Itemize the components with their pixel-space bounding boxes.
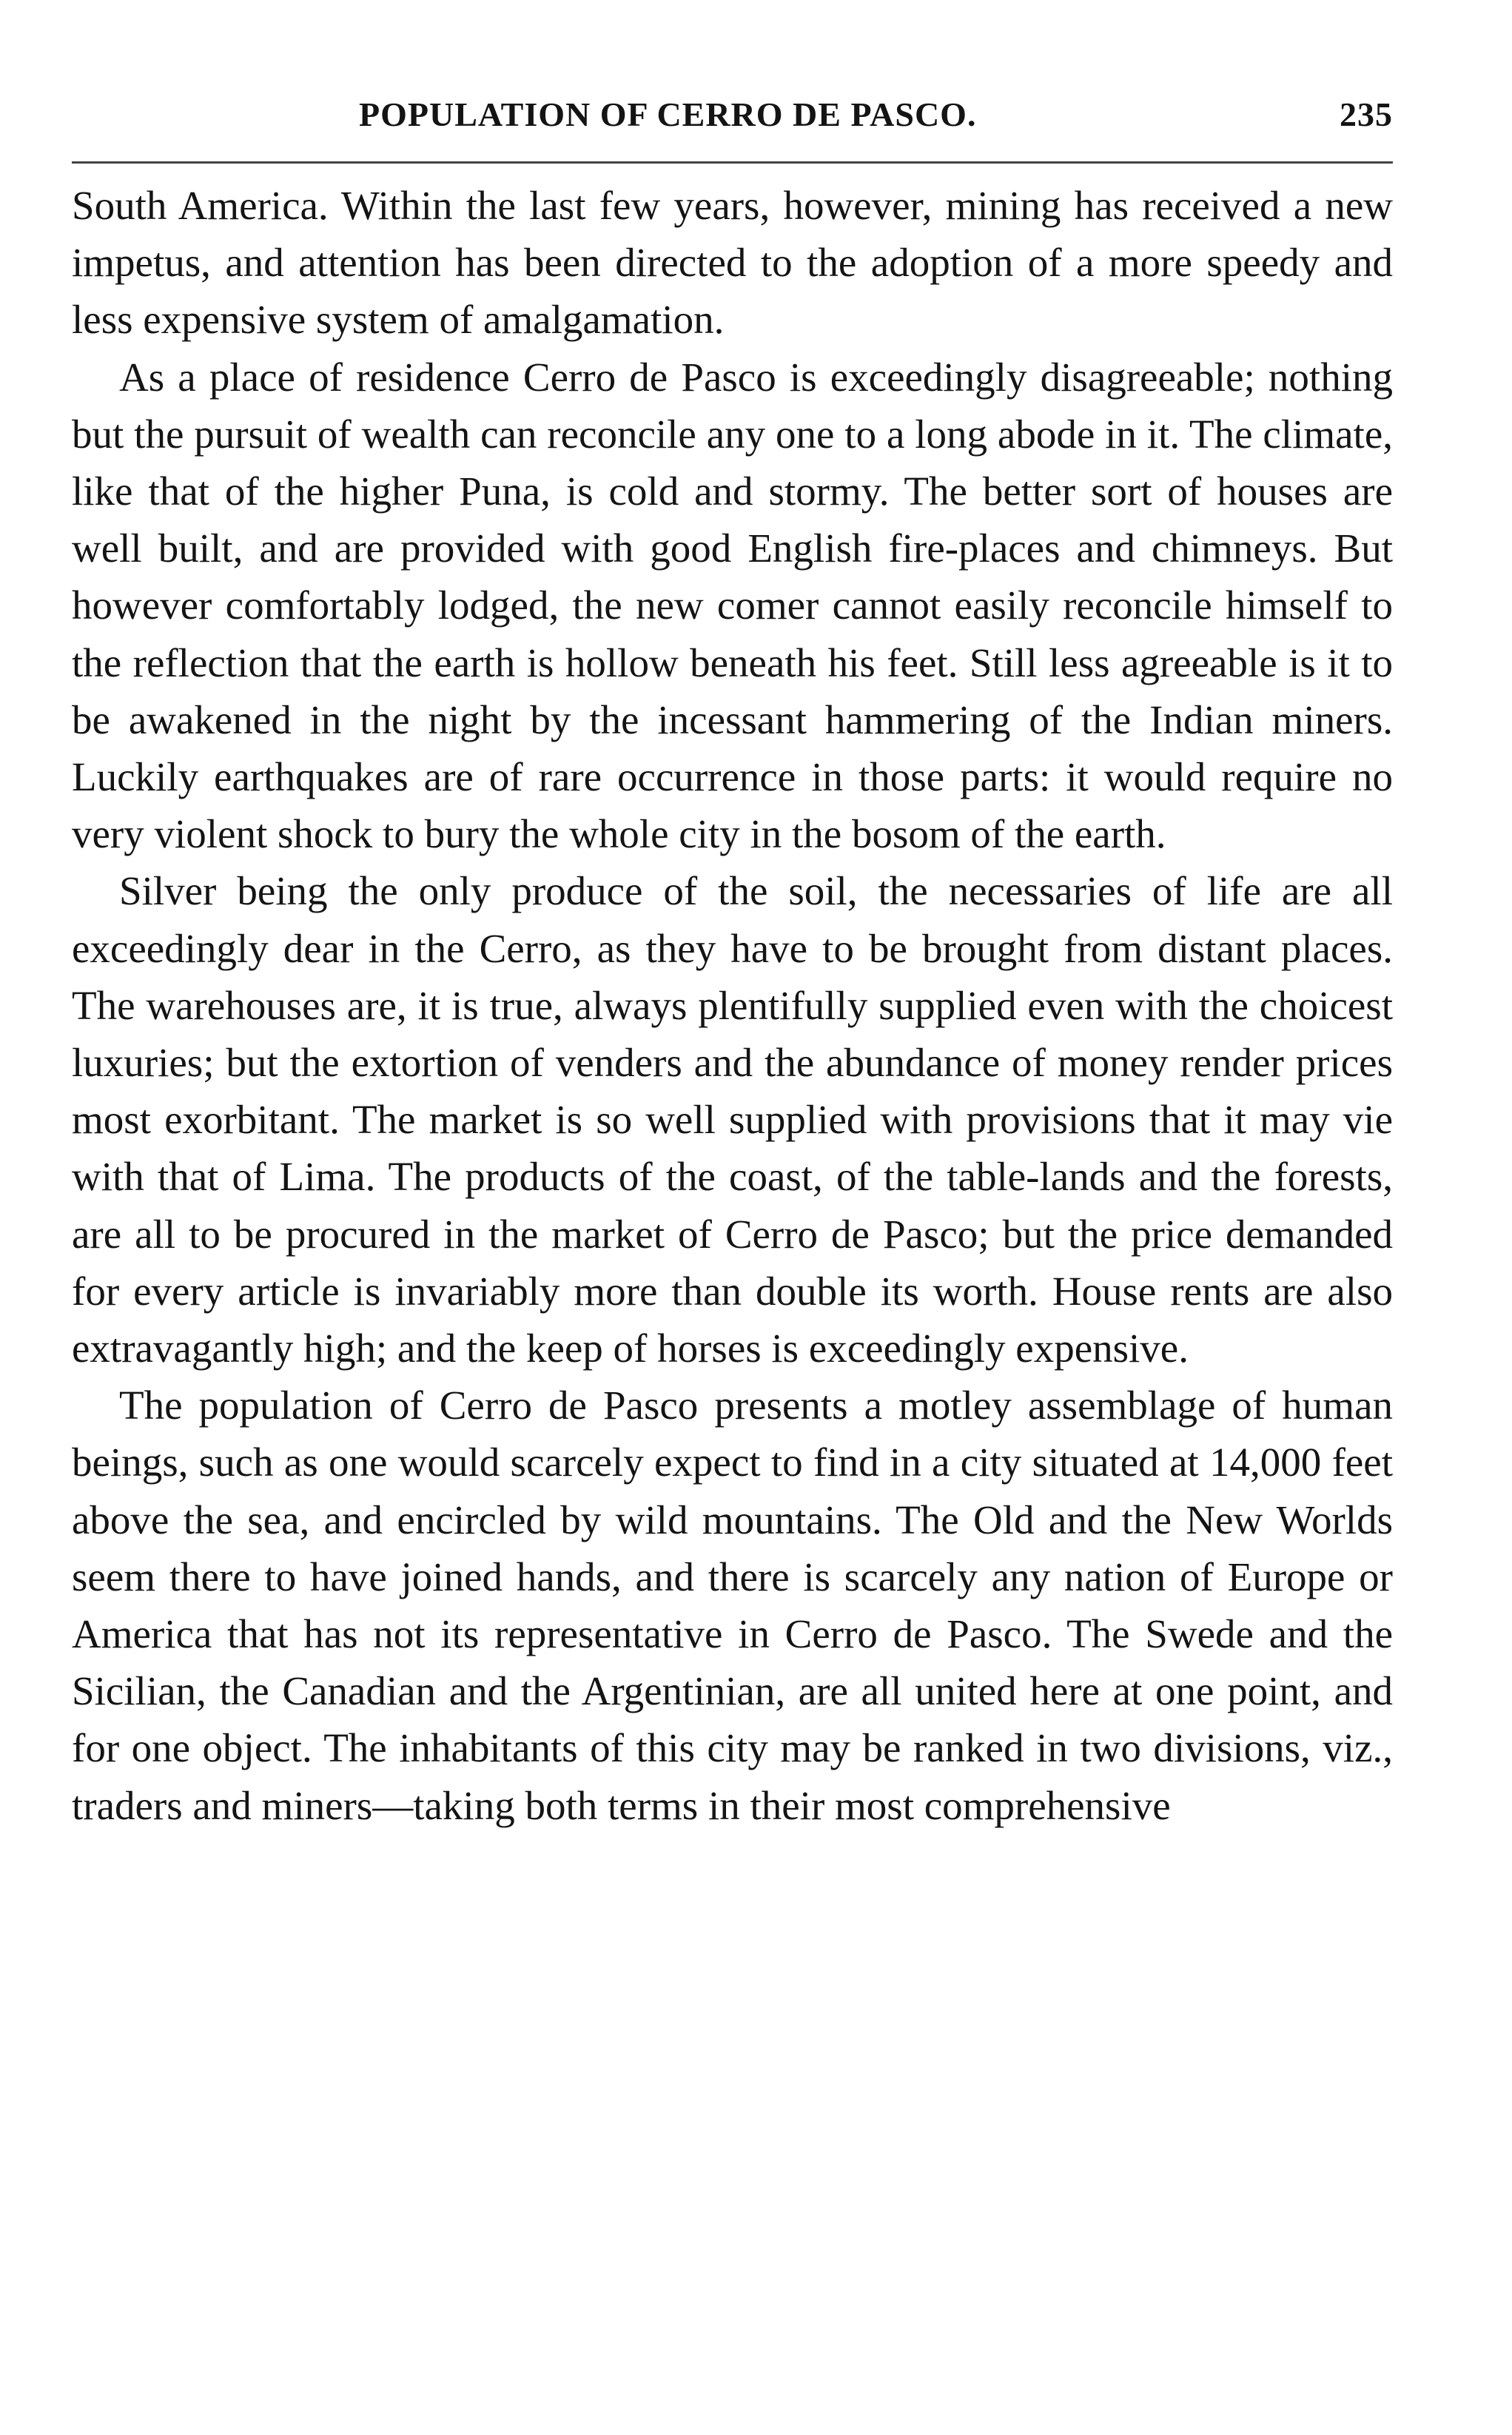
paragraph-silver: Silver being the only produce of the soil, the necessaries of life are all exceedingly dear in the Cerro, as they have to be brought from distant places. The warehouses are, it is true, always plentifully supplied even with the choicest luxuries; but the extortion of venders and the abundance of money render prices most exorbitant. The market is so well supplied with provisions that it may vie with that of Lima. The products of the coast, of the table-lands and the forests, are all to be procured in the market of Cerro de Pasco; but the price demanded for every article is invariably more than double its worth. House rents are also extravagantly high; and the keep of horses is exceedingly expensive. xyxy=(72,868,1393,1371)
body-text xyxy=(72,177,1393,1834)
page-number: 235 xyxy=(1340,95,1393,133)
header-rule xyxy=(72,161,1393,164)
paragraph-residence: As a place of residence Cerro de Pasco is exceedingly disagreeable; nothing but the pursuit of wealth can reconcile any one to a long abode in it. The climate, like that of the higher Puna, is cold and stormy. The better sort of houses are well built, and are provided with good English fire-places and chimneys. But however comfortably lodged, the new comer cannot easily reconcile himself to the reflection that the earth is hollow beneath his feet. Still less agreeable is it to be awakened in the night by the incessant hammering of the Indian miners. Luckily earthquakes are of rare occurrence in those parts: it would require no very violent shock to bury the whole city in the bosom of the earth. xyxy=(72,354,1393,857)
paragraph-population: The population of Cerro de Pasco presents a motley assemblage of human beings, such as one would scarcely expect to find in a city situated at 14,000 feet above the sea, and encircled by wild mountains. The Old and the New Worlds seem there to have joined hands, and there is scarcely any nation of Europe or America that has not its representative in Cerro de Pasco. The Swede and the Sicilian, the Canadian and the Argentinian, are all united here at one point, and for one object. The inhabitants of this city may be ranked in two divisions, viz., traders and miners—taking both terms in their most comprehensive xyxy=(72,1383,1393,1828)
running-head xyxy=(72,89,1393,148)
paragraph-continued: South America. Within the last few years, however, mining has received a new impetus, and attention has been directed to the adoption of a more speedy and less expensive system of amalgamation. xyxy=(72,183,1393,343)
running-title: POPULATION OF CERRO DE PASCO. xyxy=(359,95,977,133)
book-page xyxy=(72,89,1393,1834)
